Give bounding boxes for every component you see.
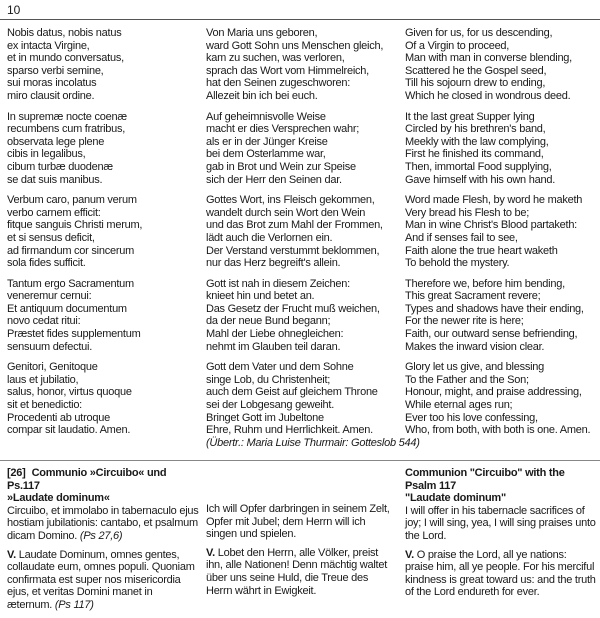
verse-line: wandelt durch sein Wort den Wein	[206, 206, 366, 219]
verse-line: Given for us, for us descending,	[405, 27, 553, 39]
german-hymn-column	[206, 27, 420, 449]
verse-line: salus, honor, virtus quoque	[7, 386, 132, 399]
stanza	[405, 194, 597, 270]
antiphon-text: Circuibo, et immolabo in tabernaculo ejus hostiam jubilationis: cantabo, et psalmum dicam Domino.	[7, 504, 199, 542]
communion-german-verse	[206, 547, 396, 597]
verse-line: Which he closed in wondrous deed.	[405, 89, 571, 102]
verse-line: It the last great Supper lying	[405, 110, 535, 123]
verse-line: sensuum defectui.	[7, 340, 93, 353]
verse-line: Types and shadows have their ending,	[405, 302, 584, 315]
verse-text: Laudate Dominum, omnes gentes, collaudate eum, omnes populi. Quoniam confirmata est super nos misericordia ejus, et veritas Domini manet in æternum.	[7, 548, 195, 611]
verse-line: For the newer rite is here;	[405, 315, 524, 328]
verse-line: Mahl der Liebe ohnegleichen:	[206, 328, 344, 341]
communion-latin-verse	[7, 549, 199, 612]
verse-line: ex intacta Virgine,	[7, 39, 90, 52]
verse-line: und das Brot zum Mahl der Frommen,	[206, 219, 383, 232]
communion-english-heading	[405, 467, 597, 505]
verse-reference: (Ps 117)	[54, 598, 94, 611]
verse-line: bei dem Osterlamme war,	[206, 148, 326, 161]
verse-line: First he finished its command,	[405, 148, 544, 161]
versicle-symbol: V.	[405, 548, 414, 561]
verse-line: Allezeit bin ich bei euch.	[206, 89, 318, 102]
verse-line: sprach das Wort vom Himmelreich,	[206, 64, 369, 77]
verse-line: verbo carnem efficit:	[7, 206, 101, 219]
verse-line: da der neue Bund begann;	[206, 315, 331, 328]
verse-line: miro clausit ordine.	[7, 89, 95, 102]
verse-line: Till his sojourn drew to ending,	[405, 77, 546, 90]
page-number: 10	[7, 3, 21, 17]
verse-line: Makes the inward vision clear.	[405, 340, 545, 353]
verse-line: Præstet fides supplementum	[7, 328, 141, 341]
section-divider	[0, 460, 600, 461]
communion-german	[206, 503, 396, 603]
verse-line: Gave himself with his own hand.	[405, 173, 555, 186]
verse-line: While eternal ages run;	[405, 399, 513, 412]
verse-line: Genitori, Genitoque	[7, 361, 98, 374]
translation-source: (Übertr.: Maria Luise Thurmair: Gotteslob 544)	[206, 436, 420, 449]
header-rule	[0, 19, 600, 20]
verse-line: Faith, our outward sense befriending,	[405, 328, 578, 341]
verse-line: Gottes Wort, ins Fleisch gekommen,	[206, 194, 375, 207]
verse-line: veneremur cernui:	[7, 290, 92, 303]
verse-line: Ever too his love confessing,	[405, 411, 538, 424]
verse-line: To the Father and the Son;	[405, 373, 529, 386]
communion-english-heading-line2: "Laudate dominum"	[405, 492, 506, 505]
communion-english-verse	[405, 549, 597, 599]
verse-line: kam zu suchen, was verloren,	[206, 52, 345, 65]
verse-line: Faith alone the true heart waketh	[405, 244, 558, 257]
stanza	[7, 27, 197, 103]
verse-line: Et antiquum documentum	[7, 302, 127, 315]
verse-line: Therefore we, before him bending,	[405, 277, 565, 290]
communion-english-antiphon	[405, 505, 597, 543]
verse-line: Very bread his Flesh to be;	[405, 206, 530, 219]
stanza	[405, 111, 597, 187]
verse-line: This great Sacrament revere;	[405, 290, 541, 303]
stanza	[7, 278, 197, 354]
verse-line: Then, immortal Food supplying,	[405, 160, 552, 173]
antiphon-text: Ich will Opfer darbringen in seinem Zelt, Opfer mit Jubel; dem Herrn will ich singen und spielen.	[206, 503, 390, 541]
verse-line: gab in Brot und Wein zur Speise	[206, 160, 356, 173]
communion-german-antiphon	[206, 503, 396, 541]
antiphon-text: I will offer in his tabernacle sacrifices of joy; I will sing, yea, I will sing praises unto the Lord.	[405, 504, 596, 542]
verse-line: sich der Herr den Seinen dar.	[206, 173, 342, 186]
verse-line: et in mundo conversatus,	[7, 52, 124, 65]
verse-line: auch dem Geist auf gleichem Throne	[206, 386, 378, 399]
verse-line: Verbum caro, panum verum	[7, 194, 137, 207]
verse-line: sparso verbi semine,	[7, 64, 104, 77]
verse-line: knieet hin und betet an.	[206, 290, 315, 303]
verse-line: In supremæ nocte coenæ	[7, 110, 127, 123]
communion-latin-antiphon	[7, 505, 199, 543]
stanza	[405, 27, 597, 103]
stanza	[206, 111, 396, 187]
verse-line: nur das Herz begreift's allein.	[206, 257, 341, 270]
verse-line: macht er dies Versprechen wahr;	[206, 123, 360, 136]
verse-line: Der Verstand verstummt beklommen,	[206, 244, 380, 257]
verse-line: Glory let us give, and blessing	[405, 361, 544, 374]
communion-english	[405, 467, 597, 605]
stanza	[405, 361, 597, 437]
verse-line: sei der Lobgesang geweiht.	[206, 399, 335, 412]
verse-line: fitque sanguis Christi merum,	[7, 219, 143, 232]
verse-line: Gott dem Vater und dem Sohne	[206, 361, 354, 374]
english-hymn-column	[405, 27, 597, 437]
verse-line: lädt auch die Verlornen ein.	[206, 231, 333, 244]
communion-latin-heading	[7, 467, 199, 505]
verse-line: singe Lob, du Christenheit;	[206, 373, 331, 386]
communion-latin-heading-line1: Communio »Circuibo« und Ps.117	[7, 467, 167, 492]
verse-line: Procedenti ab utroque	[7, 411, 110, 424]
verse-line: nehmt im Glauben teil daran.	[206, 340, 341, 353]
verse-line: se dat suis manibus.	[7, 173, 103, 186]
stanza	[7, 111, 197, 187]
verse-line: Of a Virgin to proceed,	[405, 39, 510, 52]
verse-line: ward Gott Sohn uns Menschen gleich,	[206, 39, 384, 52]
verse-line: observata lege plene	[7, 135, 105, 148]
verse-line: recumbens cum fratribus,	[7, 123, 126, 136]
stanza	[206, 27, 396, 103]
stanza	[206, 361, 420, 449]
verse-line: compar sit laudatio. Amen.	[7, 424, 131, 437]
versicle-symbol: V.	[7, 548, 16, 561]
verse-line: et si sensus deficit,	[7, 231, 95, 244]
verse-line: Scattered he the Gospel seed,	[405, 64, 547, 77]
verse-line: Meekly with the law complying,	[405, 135, 549, 148]
stanza	[7, 361, 197, 437]
communion-latin-heading-line2: »Laudate dominum«	[7, 492, 110, 505]
verse-line: Circled by his brethren's band,	[405, 123, 546, 136]
verse-line: Von Maria uns geboren,	[206, 27, 318, 39]
verse-line: ad firmandum cor sincerum	[7, 244, 135, 257]
verse-line: To behold the mystery.	[405, 257, 510, 270]
verse-line: cibum turbæ duodenæ	[7, 160, 113, 173]
verse-line: And if senses fail to see,	[405, 231, 518, 244]
stanza	[206, 194, 396, 270]
verse-line: Man in wine Christ's Blood partaketh:	[405, 219, 577, 232]
verse-text: Lobet den Herrn, alle Völker, preist ihn, alle Nationen! Denn mächtig waltet über uns seine Huld, die Treue des Herrn währt in Ewigkeit.	[206, 546, 388, 597]
verse-line: Gott ist nah in diesem Zeichen:	[206, 277, 350, 290]
verse-line: Tantum ergo Sacramentum	[7, 277, 134, 290]
antiphon-reference: (Ps 27,6)	[79, 529, 123, 542]
verse-line: sola fides sufficit.	[7, 257, 86, 270]
verse-text: O praise the Lord, all ye nations: praise him, all ye people. For his merciful kindness is great toward us: and the truth of the Lord endureth for ever.	[405, 548, 596, 599]
verse-line: sui moras incolatus	[7, 77, 97, 90]
verse-line: Man with man in converse blending,	[405, 52, 572, 65]
track-number: [26]	[7, 467, 26, 479]
versicle-symbol: V.	[206, 546, 215, 559]
verse-line: Who, from both, with both is one. Amen.	[405, 424, 591, 437]
verse-line: Honour, might, and praise addressing,	[405, 386, 582, 399]
verse-line: Auf geheimnisvolle Weise	[206, 110, 326, 123]
communion-english-heading-line1: Communion "Circuibo" with the Psalm 117	[405, 467, 565, 492]
verse-line: sit et benedictio:	[7, 399, 82, 412]
verse-line: Word made Flesh, by word he maketh	[405, 194, 583, 207]
verse-line: Ehre, Ruhm und Herrlichkeit. Amen.	[206, 424, 373, 437]
verse-line: Das Gesetz der Frucht muß weichen,	[206, 302, 380, 315]
communion-latin	[7, 467, 199, 618]
verse-line: als er in der Jünger Kreise	[206, 135, 328, 148]
verse-line: cibis in legalibus,	[7, 148, 86, 161]
verse-line: novo cedat ritui:	[7, 315, 81, 328]
verse-line: Nobis datus, nobis natus	[7, 27, 122, 39]
stanza	[206, 278, 396, 354]
verse-line: laus et jubilatio,	[7, 373, 79, 386]
stanza	[7, 194, 197, 270]
verse-line: hat den Seinen zugeschworen:	[206, 77, 351, 90]
latin-hymn-column	[7, 27, 197, 437]
verse-line: Bringet Gott im Jubeltone	[206, 411, 324, 424]
stanza	[405, 278, 597, 354]
